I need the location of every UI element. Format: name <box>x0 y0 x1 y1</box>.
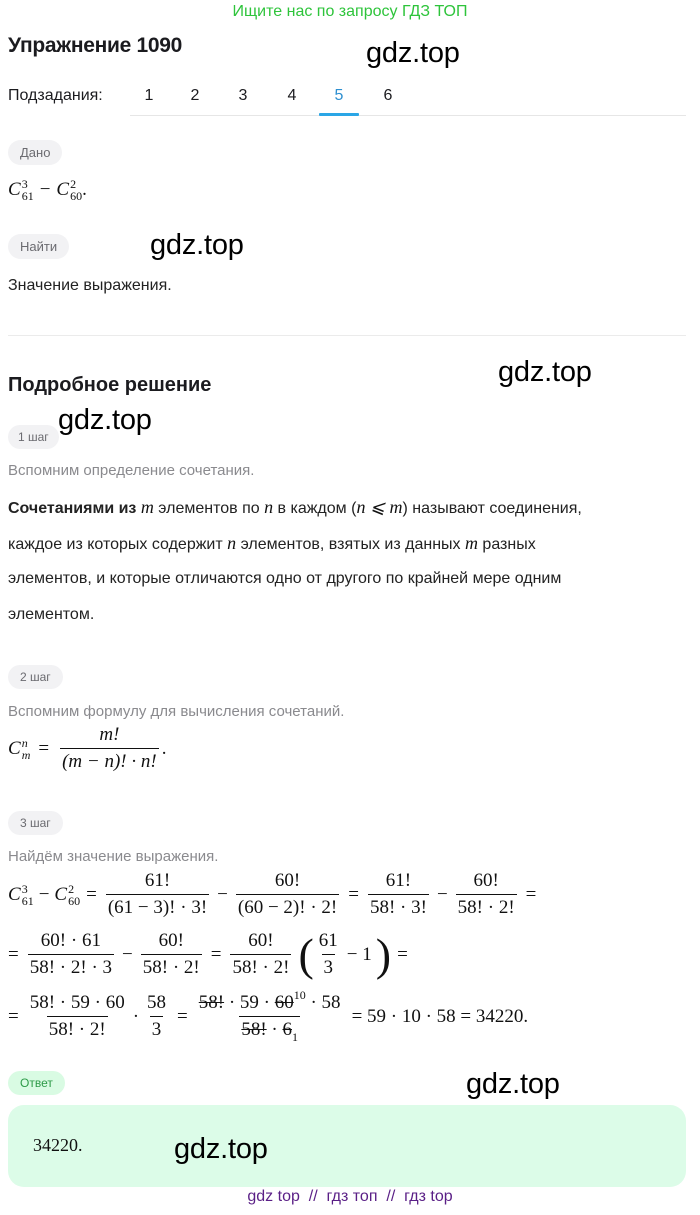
denominator: 58! · 2! <box>47 1016 108 1041</box>
active-tab-indicator <box>319 113 359 116</box>
text: · 58 <box>305 992 341 1013</box>
numerator: 61! <box>385 870 412 891</box>
sup: 3 <box>21 881 28 896</box>
step-3-intro: Найдём значение выражения. <box>8 848 219 865</box>
answer-value: 34220. <box>33 1135 83 1155</box>
watermark: gdz.top <box>58 404 152 436</box>
tab-subtask-5[interactable]: 5 <box>334 87 344 104</box>
sub: 61 <box>21 893 34 908</box>
definition-line-2 <box>8 525 688 563</box>
find-text: Значение выражения. <box>8 277 172 294</box>
numerator: 58! · 59 · 60 <box>29 992 125 1013</box>
cancelled: 60 <box>274 992 294 1013</box>
c2-sup: 2 <box>70 177 77 191</box>
solution-heading: Подробное решение <box>8 374 212 396</box>
cancelled: 58! <box>198 992 225 1013</box>
page-title: Упражнение 1090 <box>8 34 183 57</box>
step-1-badge: 1 шаг <box>8 425 59 449</box>
final-result: = 59 · 10 · 58 = 34220. <box>351 1005 529 1027</box>
numerator: 60! <box>473 870 499 891</box>
calc-line-2: = $\frac{60! \cdot 61}{58! \cdot 2! \cdot 3}$ − $\frac{60!}{58! \cdot 2!}$ = $\frac{60!}{58! \cdot 2!}$ ( $\frac{61}{3}$ − 1 ) = <box>8 928 408 980</box>
text: в каждом ( <box>273 500 357 517</box>
footer-links[interactable]: gdz top // гдз топ // гдз top <box>247 1188 453 1205</box>
definition-line-4: элементом. <box>8 606 95 623</box>
definition-line-1 <box>8 489 688 527</box>
var-m: m <box>464 533 478 553</box>
text: · <box>266 1019 283 1040</box>
denominator: (61 − 3)! · 3! <box>106 894 209 919</box>
formula-sup: n <box>21 735 28 750</box>
text: каждое из которых содержит <box>8 536 228 553</box>
denominator: 58! · 2! · 3 <box>28 954 114 979</box>
cancel-numerator <box>197 988 343 1016</box>
denominator: 58! · 2! <box>456 894 517 919</box>
cancel-denominator <box>239 1016 300 1044</box>
denominator: (60 − 2)! · 2! <box>236 894 339 919</box>
formula-numerator: m! <box>99 724 120 745</box>
watermark: gdz.top <box>466 1068 560 1100</box>
minus-one: − 1 <box>346 943 372 965</box>
denominator: 58! · 3! <box>368 894 429 919</box>
text: элементов по <box>153 500 265 517</box>
calc-line-3: = $\frac{58! \cdot 59 \cdot 60}{58! \cdot 2!}$ · $\frac{58}{3}$ = $\frac{58! \cdot 59 \cdot 60^{10} \cdot 58}{58! \cdot 6_1}$ = 59 · 10 · 58 = 34220. <box>8 988 529 1044</box>
calc-line-1: C 3 61 − C 2 60 = $\frac{61!}{(61 - 3)! \cdot 3!}$ − $\frac{60!}{(60 - 2)! \cdot 2!}$ = $\frac{61!}{58! \cdot 3!}$ − $\frac{60!}{58! \cdot 2!}$ = <box>8 870 537 918</box>
numerator: 61 <box>318 930 338 951</box>
watermark: gdz.top <box>498 356 592 388</box>
promo-banner: Ищите нас по запросу ГДЗ ТОП <box>232 3 468 20</box>
sup: 2 <box>68 881 75 896</box>
text: разных <box>477 536 536 553</box>
definition-line-3: элементов, и которые отличаются одно от другого по крайней мере одним <box>8 570 562 587</box>
text: · 59 · <box>224 992 275 1013</box>
numerator: 60! · 61 <box>40 930 101 951</box>
reduced: 1 <box>291 1030 298 1044</box>
watermark: gdz.top <box>174 1133 268 1165</box>
sub: 60 <box>68 893 81 908</box>
var-n: n <box>264 497 274 517</box>
text: элементов, взятых из данных <box>236 536 465 553</box>
numerator: 58 <box>147 992 167 1013</box>
given-expression: C 3 61 − C 2 60 . <box>8 177 87 203</box>
answer-badge: Ответ <box>8 1071 65 1095</box>
tab-subtask-3[interactable]: 3 <box>238 87 248 104</box>
numerator: 60! <box>248 930 274 951</box>
var-m: m <box>140 497 154 517</box>
section-divider <box>8 335 686 336</box>
denominator: 3 <box>150 1016 164 1041</box>
text: ) называют соединения, <box>402 500 582 517</box>
tab-subtask-4[interactable]: 4 <box>287 87 297 104</box>
tabs-divider <box>130 115 686 116</box>
formula-denominator: (m − n)! · n! <box>60 748 159 773</box>
numerator: 61! <box>144 870 171 891</box>
tab-subtask-2[interactable]: 2 <box>190 87 200 104</box>
combination-formula: C n m = $\frac{m!}{(m - n)! \cdot n!}$ . <box>8 724 167 772</box>
cancelled: 6 <box>282 1019 292 1040</box>
denominator: 58! · 2! <box>141 954 202 979</box>
minus-sign: − <box>39 179 51 200</box>
tab-subtask-6[interactable]: 6 <box>383 87 393 104</box>
watermark: gdz.top <box>150 229 244 261</box>
subtasks-label: Подзадания: <box>8 87 103 104</box>
formula-sub: m <box>21 747 31 762</box>
var-n: n <box>227 533 237 553</box>
definition-term: Сочетаниями из <box>8 500 137 517</box>
denominator: 3 <box>322 954 336 979</box>
period: . <box>82 179 87 200</box>
step-1-intro: Вспомним определение сочетания. <box>8 462 255 479</box>
answer-box <box>8 1105 686 1187</box>
numerator: 60! <box>274 870 301 891</box>
cancelled: 58! <box>241 1019 267 1040</box>
step-3-badge: 3 шаг <box>8 811 63 835</box>
watermark: gdz.top <box>366 37 460 69</box>
step-2-badge: 2 шаг <box>8 665 63 689</box>
inequality: n ⩽ m <box>356 497 403 517</box>
c2-sub: 60 <box>70 189 83 203</box>
c1-sup: 3 <box>21 177 28 191</box>
numerator: 60! <box>158 930 184 951</box>
step-2-intro: Вспомним формулу для вычисления сочетаний. <box>8 703 345 720</box>
tab-subtask-1[interactable]: 1 <box>144 87 154 104</box>
denominator: 58! · 2! <box>230 954 291 979</box>
c1-sub: 61 <box>21 189 34 203</box>
find-badge: Найти <box>8 234 69 259</box>
reduced: 10 <box>293 988 306 1002</box>
given-badge: Дано <box>8 140 62 165</box>
